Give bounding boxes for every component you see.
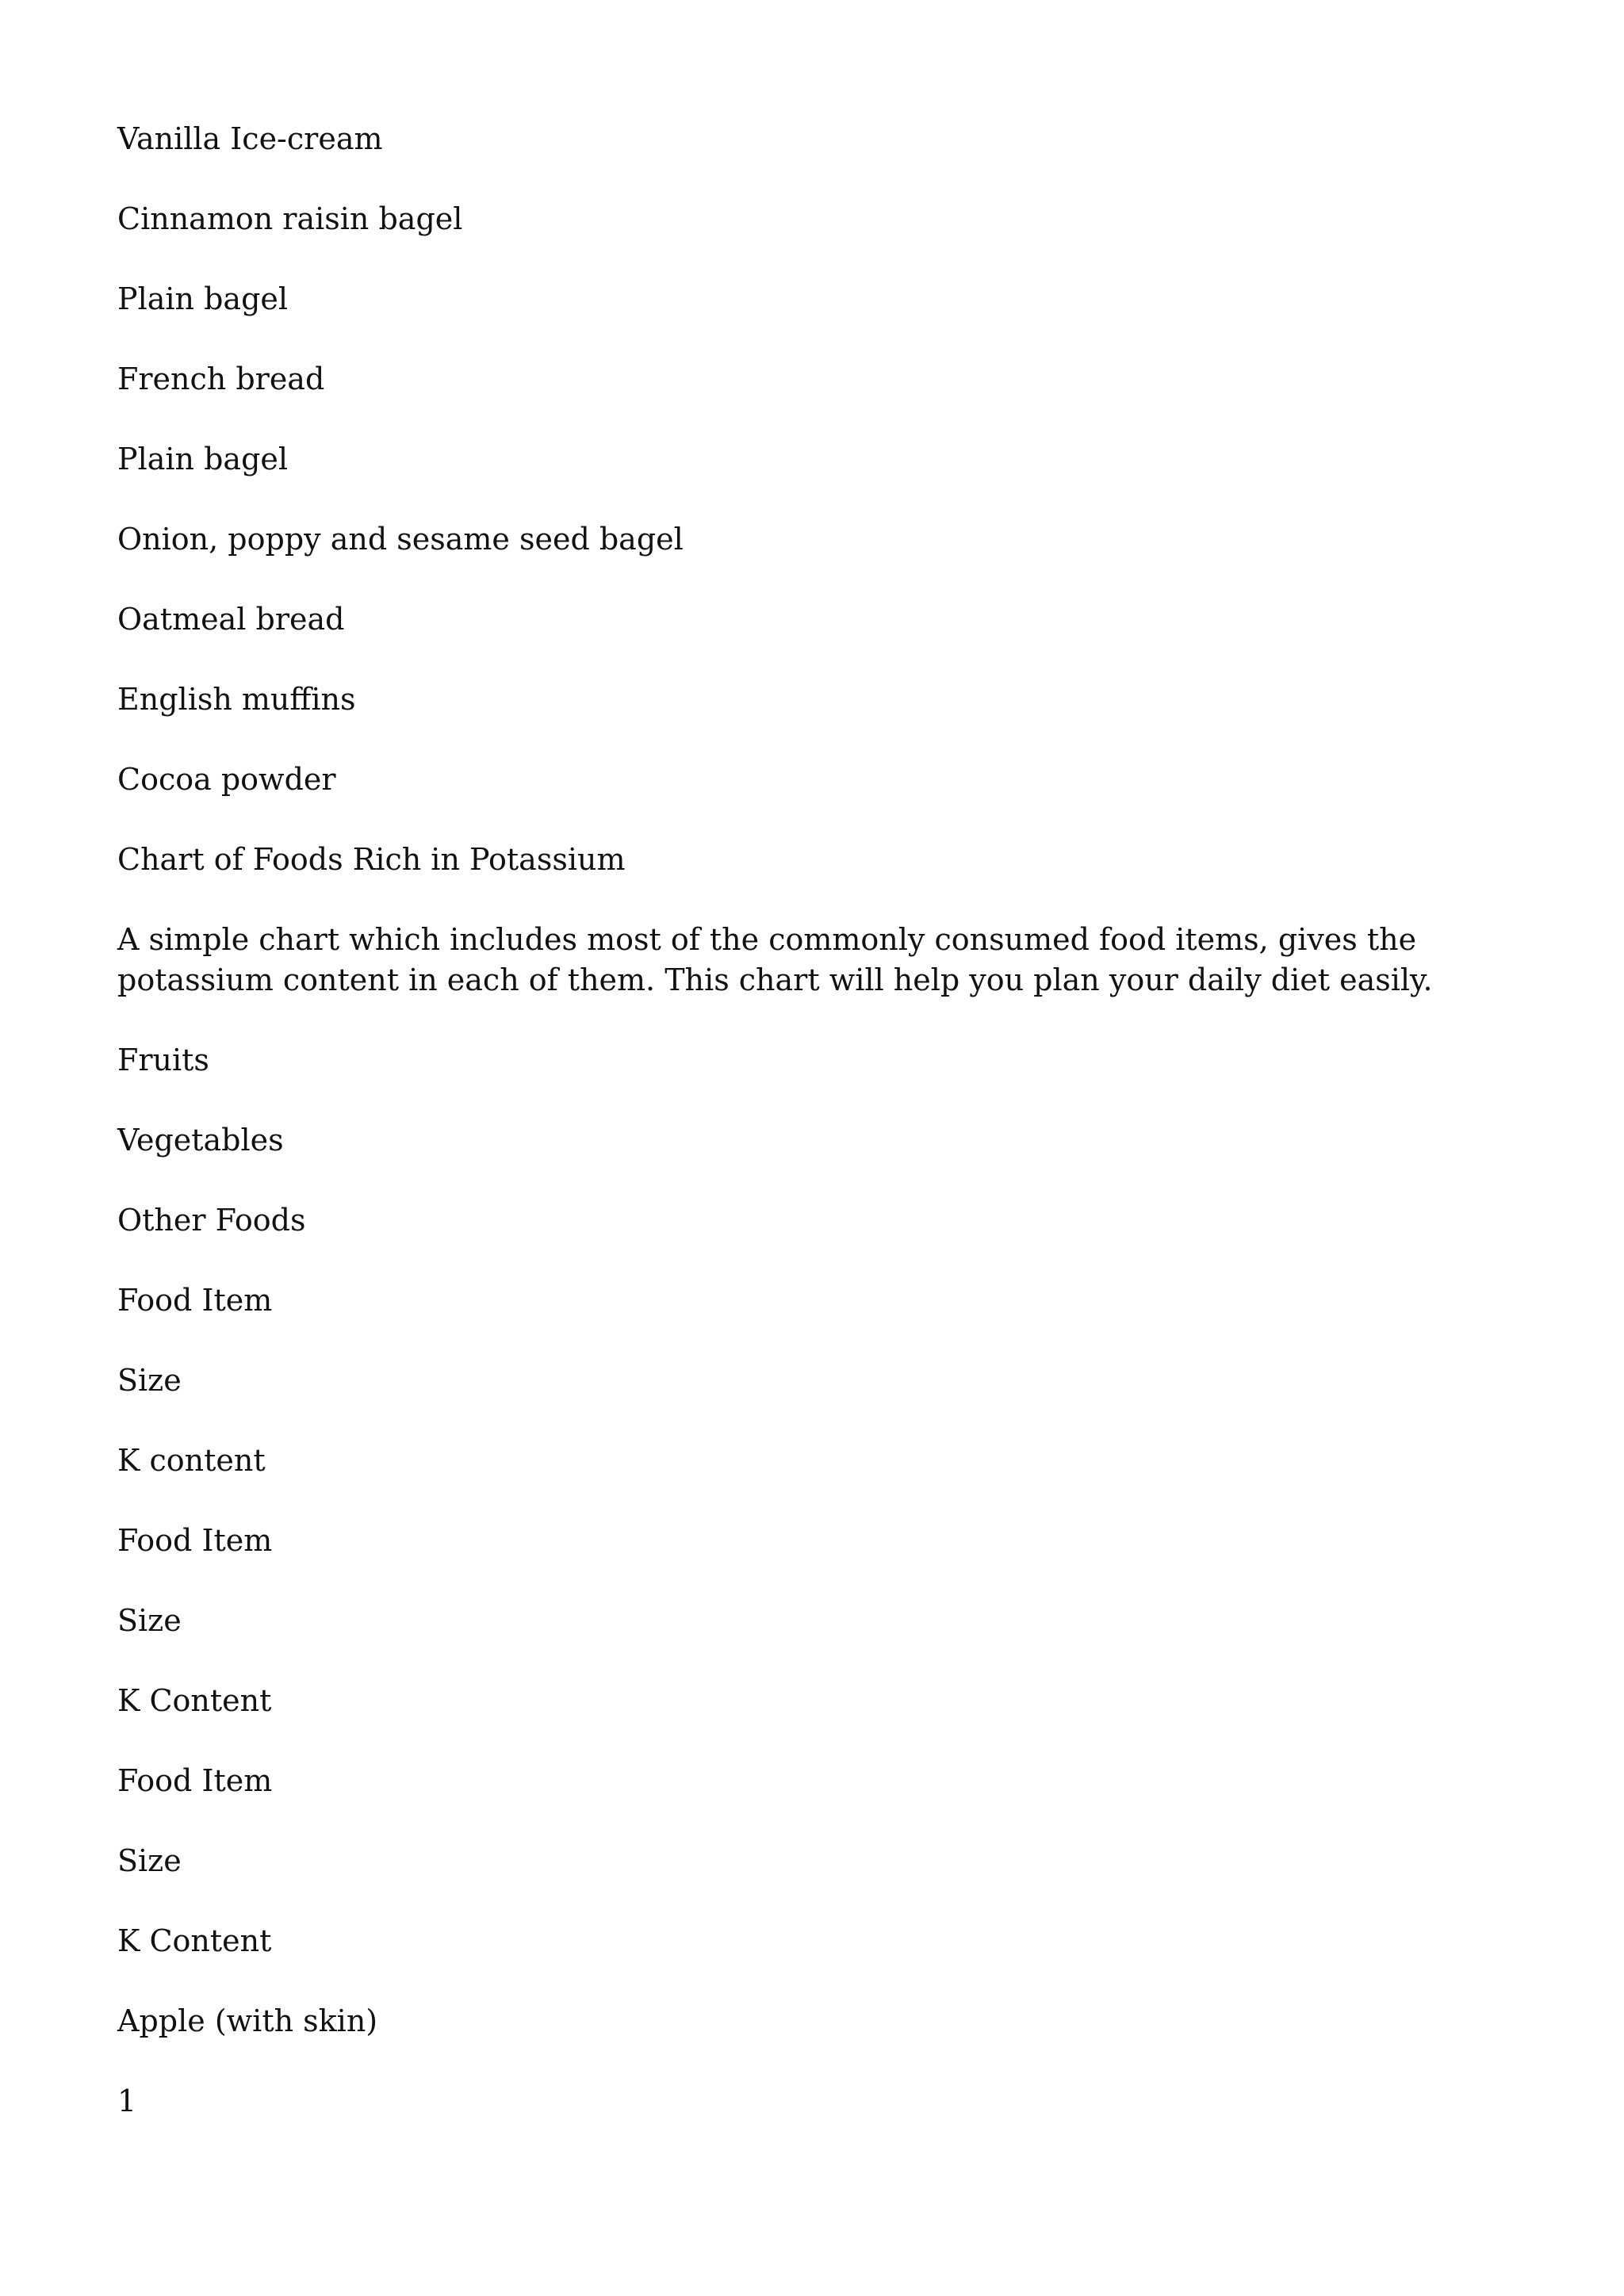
- column-header-k-content-3: K Content: [117, 1923, 272, 1958]
- category-fruits: Fruits: [117, 1043, 209, 1077]
- column-header-size-3: Size: [117, 1843, 182, 1878]
- column-header-food-item-3: Food Item: [117, 1763, 273, 1798]
- category-other-foods: Other Foods: [117, 1203, 306, 1238]
- food-item-english-muffins: English muffins: [117, 682, 356, 717]
- food-item-plain-bagel-2: Plain bagel: [117, 442, 289, 476]
- food-item-apple-with-skin: Apple (with skin): [117, 2003, 378, 2038]
- apple-size-value: 1: [117, 2084, 137, 2118]
- column-header-food-item: Food Item: [117, 1283, 273, 1318]
- category-vegetables: Vegetables: [117, 1123, 284, 1158]
- food-item-cinnamon-raisin-bagel: Cinnamon raisin bagel: [117, 201, 463, 236]
- column-header-k-content: K content: [117, 1443, 266, 1478]
- column-header-food-item-2: Food Item: [117, 1523, 273, 1558]
- section-heading: Chart of Foods Rich in Potassium: [117, 842, 626, 877]
- column-header-size: Size: [117, 1363, 182, 1398]
- food-item-cocoa-powder: Cocoa powder: [117, 762, 336, 797]
- food-item-plain-bagel: Plain bagel: [117, 281, 289, 316]
- food-item-vanilla-ice-cream: Vanilla Ice-cream: [117, 121, 383, 156]
- food-item-french-bread: French bread: [117, 362, 325, 396]
- column-header-k-content-2: K Content: [117, 1683, 272, 1718]
- document-page: [117, 119, 1513, 2161]
- intro-paragraph: A simple chart which includes most of the commonly consumed food items, gives the potassium content in each of them. This chart will help you plan your daily diet easily.: [117, 922, 1433, 997]
- column-header-size-2: Size: [117, 1603, 182, 1638]
- food-item-onion-poppy-sesame-bagel: Onion, poppy and sesame seed bagel: [117, 522, 684, 557]
- food-item-oatmeal-bread: Oatmeal bread: [117, 602, 345, 637]
